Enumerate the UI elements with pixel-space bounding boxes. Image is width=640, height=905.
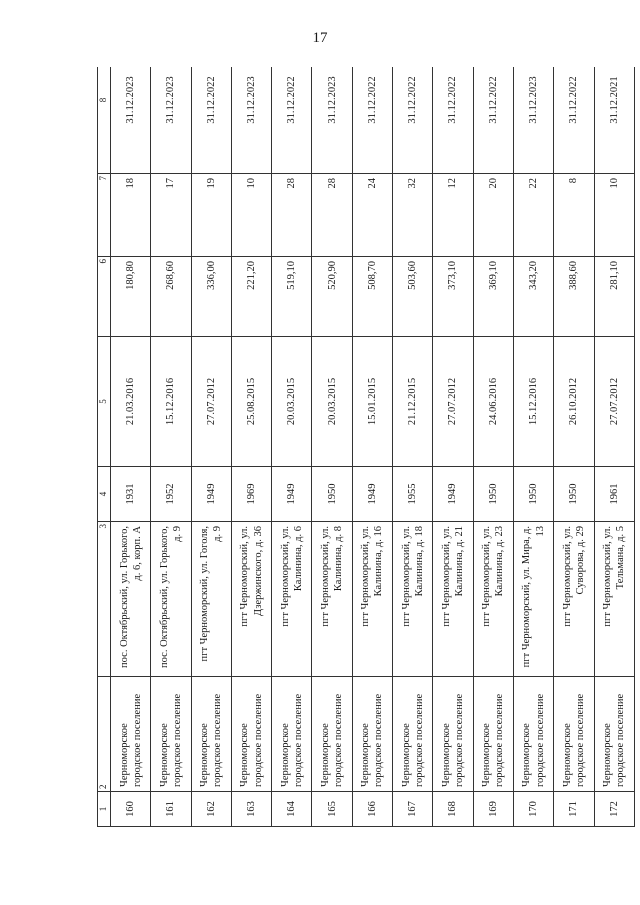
address-cell: пгт Черноморский, ул. Дзержинского, д. 36: [231, 522, 271, 677]
row-number: 171: [554, 792, 594, 827]
count-cell: 32: [393, 174, 433, 257]
address-cell: пгт Черноморский, ул. Калинина, д. 6: [272, 522, 312, 677]
column-header: 4: [98, 467, 111, 522]
column-header: 2: [98, 677, 111, 792]
table-row: [554, 67, 594, 827]
area-cell: 343,20: [513, 257, 553, 337]
row-number: 160: [111, 792, 151, 827]
deadline-cell: 31.12.2023: [312, 67, 352, 174]
table-row: [231, 67, 271, 827]
deadline-cell: 31.12.2022: [433, 67, 473, 174]
area-cell: 180,80: [111, 257, 151, 337]
deadline-cell: 31.12.2023: [231, 67, 271, 174]
settlement-cell: Черноморское городское поселение: [473, 677, 513, 792]
address-cell: пгт Черноморский, ул. Калинина, д. 8: [312, 522, 352, 677]
count-cell: 17: [151, 174, 191, 257]
row-number: 170: [513, 792, 553, 827]
row-number: 168: [433, 792, 473, 827]
settlement-cell: Черноморское городское поселение: [594, 677, 634, 792]
table-row: [191, 67, 231, 827]
count-cell: 20: [473, 174, 513, 257]
column-header: 6: [98, 257, 111, 337]
address-cell: пгт Черноморский, ул. Калинина, д. 23: [473, 522, 513, 677]
table-row: [352, 67, 392, 827]
count-cell: 24: [352, 174, 392, 257]
table-row: [513, 67, 553, 827]
address-cell: пгт Черноморский, ул. Тельмана, д. 5: [594, 522, 634, 677]
year-cell: 1961: [594, 467, 634, 522]
date-cell: 25.08.2015: [231, 337, 271, 467]
table-row: [111, 67, 151, 827]
year-cell: 1950: [554, 467, 594, 522]
column-header: 3: [98, 522, 111, 677]
row-number: 172: [594, 792, 634, 827]
column-header: 7: [98, 174, 111, 257]
row-number: 162: [191, 792, 231, 827]
area-cell: 503,60: [393, 257, 433, 337]
table-row: [312, 67, 352, 827]
area-cell: 508,70: [352, 257, 392, 337]
deadline-cell: 31.12.2022: [272, 67, 312, 174]
settlement-cell: Черноморское городское поселение: [151, 677, 191, 792]
deadline-cell: 31.12.2022: [393, 67, 433, 174]
row-number: 164: [272, 792, 312, 827]
table-row: [272, 67, 312, 827]
date-cell: 20.03.2015: [312, 337, 352, 467]
row-number: 163: [231, 792, 271, 827]
count-cell: 10: [594, 174, 634, 257]
date-cell: 21.12.2015: [393, 337, 433, 467]
area-cell: 388,60: [554, 257, 594, 337]
count-cell: 28: [272, 174, 312, 257]
table-row: [594, 67, 634, 827]
date-cell: 20.03.2015: [272, 337, 312, 467]
area-cell: 221,20: [231, 257, 271, 337]
table-body: [111, 67, 635, 827]
date-cell: 21.03.2016: [111, 337, 151, 467]
column-header: 1: [98, 792, 111, 827]
date-cell: 27.07.2012: [191, 337, 231, 467]
column-header: 5: [98, 337, 111, 467]
date-cell: 24.06.2016: [473, 337, 513, 467]
table-row: [473, 67, 513, 827]
column-header: 8: [98, 67, 111, 174]
settlement-cell: Черноморское городское поселение: [191, 677, 231, 792]
settlement-cell: Черноморское городское поселение: [554, 677, 594, 792]
year-cell: 1949: [433, 467, 473, 522]
settlement-cell: Черноморское городское поселение: [231, 677, 271, 792]
area-cell: 336,00: [191, 257, 231, 337]
column-number-row: [98, 67, 111, 827]
area-cell: 369,10: [473, 257, 513, 337]
row-number: 167: [393, 792, 433, 827]
row-number: 161: [151, 792, 191, 827]
deadline-cell: 31.12.2022: [191, 67, 231, 174]
area-cell: 281,10: [594, 257, 634, 337]
address-cell: пгт Черноморский, ул. Суворова, д. 29: [554, 522, 594, 677]
deadline-cell: 31.12.2022: [473, 67, 513, 174]
settlement-cell: Черноморское городское поселение: [312, 677, 352, 792]
settlement-cell: Черноморское городское поселение: [272, 677, 312, 792]
deadline-cell: 31.12.2023: [111, 67, 151, 174]
date-cell: 26.10.2012: [554, 337, 594, 467]
settlement-cell: Черноморское городское поселение: [393, 677, 433, 792]
row-number: 166: [352, 792, 392, 827]
table-wrapper: [97, 67, 635, 827]
year-cell: 1955: [393, 467, 433, 522]
count-cell: 19: [191, 174, 231, 257]
year-cell: 1969: [231, 467, 271, 522]
count-cell: 8: [554, 174, 594, 257]
address-cell: пос. Октябрьский, ул. Горького, д. 9: [151, 522, 191, 677]
page-number: 17: [312, 30, 328, 46]
deadline-cell: 31.12.2021: [594, 67, 634, 174]
settlement-cell: Черноморское городское поселение: [111, 677, 151, 792]
address-cell: пгт Черноморский, ул. Калинина, д. 16: [352, 522, 392, 677]
deadline-cell: 31.12.2023: [513, 67, 553, 174]
year-cell: 1950: [513, 467, 553, 522]
year-cell: 1931: [111, 467, 151, 522]
count-cell: 10: [231, 174, 271, 257]
date-cell: 27.07.2012: [594, 337, 634, 467]
table-row: [433, 67, 473, 827]
area-cell: 519,10: [272, 257, 312, 337]
housing-table: [97, 67, 635, 827]
table-row: [151, 67, 191, 827]
rotated-table-container: [97, 67, 635, 827]
count-cell: 12: [433, 174, 473, 257]
date-cell: 15.12.2016: [151, 337, 191, 467]
count-cell: 22: [513, 174, 553, 257]
year-cell: 1949: [191, 467, 231, 522]
address-cell: пгт Черноморский, ул. Мира, д. 13: [513, 522, 553, 677]
year-cell: 1950: [473, 467, 513, 522]
deadline-cell: 31.12.2022: [352, 67, 392, 174]
area-cell: 268,60: [151, 257, 191, 337]
address-cell: пгт Черноморский, ул. Калинина, д. 18: [393, 522, 433, 677]
area-cell: 520,90: [312, 257, 352, 337]
address-cell: пос. Октябрьский, ул. Горького, д. 6, корп. А: [111, 522, 151, 677]
deadline-cell: 31.12.2022: [554, 67, 594, 174]
year-cell: 1949: [352, 467, 392, 522]
row-number: 169: [473, 792, 513, 827]
year-cell: 1949: [272, 467, 312, 522]
row-number: 165: [312, 792, 352, 827]
year-cell: 1950: [312, 467, 352, 522]
deadline-cell: 31.12.2023: [151, 67, 191, 174]
date-cell: 15.12.2016: [513, 337, 553, 467]
address-cell: пгт Черноморский, ул. Калинина, д. 21: [433, 522, 473, 677]
address-cell: пгт Черноморский, ул. Гоголя, д. 9: [191, 522, 231, 677]
date-cell: 15.01.2015: [352, 337, 392, 467]
count-cell: 18: [111, 174, 151, 257]
settlement-cell: Черноморское городское поселение: [513, 677, 553, 792]
settlement-cell: Черноморское городское поселение: [433, 677, 473, 792]
area-cell: 373,10: [433, 257, 473, 337]
table-row: [393, 67, 433, 827]
settlement-cell: Черноморское городское поселение: [352, 677, 392, 792]
date-cell: 27.07.2012: [433, 337, 473, 467]
year-cell: 1952: [151, 467, 191, 522]
count-cell: 28: [312, 174, 352, 257]
